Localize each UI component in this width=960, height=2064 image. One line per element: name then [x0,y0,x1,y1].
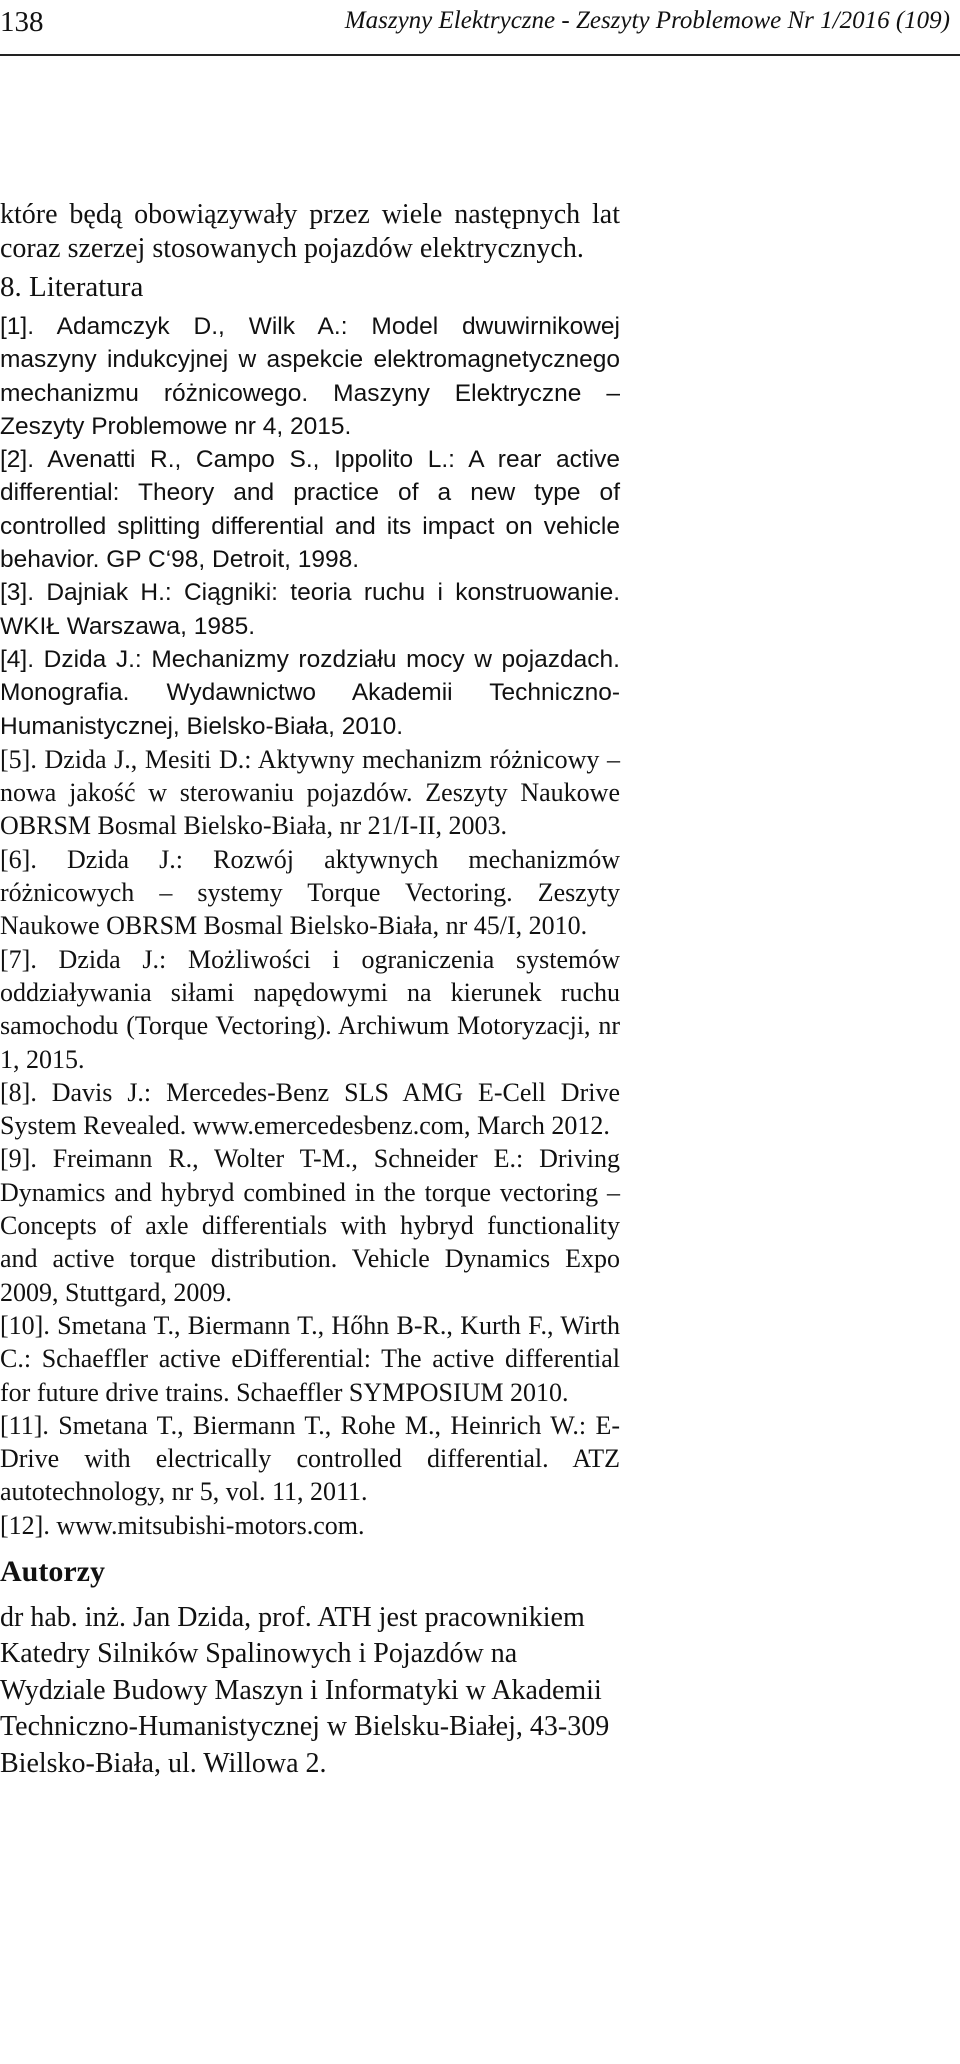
reference-item-4: [4]. Dzida J.: Mechanizmy rozdziału mocy w pojazdach. Monografia. Wydawnictwo Akademii Techniczno-Humanistycznej, Bielsko-Biała, 2010. [0,645,620,740]
reference-item-1: [1]. Adamczyk D., Wilk A.: Model dwuwirnikowej maszyny indukcyjnej w aspekcie elektromagnetycznego mechanizmu różnicowego. Maszyny Elektryczne – Zeszyty Problemowe nr 4, 2015. [0,313,620,440]
header-rule [0,54,960,56]
reference-item-8: [8]. Davis J.: Mercedes-Benz SLS AMG E-Cell Drive System Revealed. www.emercedesbenz.com, March 2012. [0,1077,620,1141]
reference-item-7: [7]. Dzida J.: Możliwości i ograniczenia systemów oddziaływania siłami napędowymi na kierunek ruchu samochodu (Torque Vectoring). Archiwum Motoryzacji, nr 1, 2015. [0,944,620,1074]
reference-item-6: [6]. Dzida J.: Rozwój aktywnych mechanizmów różnicowych – systemy Torque Vectoring. Zeszyty Naukowe OBRSM Bosmal Bielsko-Biała, nr 45/I, 2010. [0,844,620,941]
authors-paragraph: dr hab. inż. Jan Dzida, prof. ATH jest pracownikiem Katedry Silników Spalinowych i Pojazdów na Wydziale Budowy Maszyn i Informatyki w Akademii Techniczno-Humanistycznej w Bielsku-Białej, 43-309 Bielsko-Biała, ul. Willowa 2. [0,1601,610,1779]
reference-item-12: [12]. www.mitsubishi-motors.com. [0,1510,365,1540]
reference-item-11: [11]. Smetana T., Biermann T., Rohe M., Heinrich W.: E- Drive with electrically controlled differential. ATZ autotechnology, nr 5, vol. 11, 2011. [0,1410,620,1507]
page-number: 138 [0,6,44,38]
intro-paragraph: które będą obowiązywały przez wiele następnych lat coraz szerzej stosowanych pojazdów elektrycznych. [0,199,620,264]
text-column [0,198,620,1782]
references-list [0,310,620,1542]
journal-title: Maszyny Elektryczne - Zeszyty Problemowe Nr 1/2016 (109) [344,7,950,34]
reference-item-3: [3]. Dajniak H.: Ciągniki: teoria ruchu i konstruowanie. WKIŁ Warszawa, 1985. [0,579,620,640]
reference-item-9: [9]. Freimann R., Wolter T-M., Schneider E.: Driving Dynamics and hybryd combined in the torque vectoring – Concepts of axle differentials with hybryd functionality and active torque distribution. Vehicle Dynamics Expo 2009, Stuttgard, 2009. [0,1144,620,1307]
authors-heading: Autorzy [0,1554,105,1588]
reference-item-10: [10]. Smetana T., Biermann T., Hőhn B-R., Kurth F., Wirth C.: Schaeffler active eDifferential: The active differential for future drive trains. Schaeffler SYMPOSIUM 2010. [0,1310,620,1407]
reference-item-2: [2]. Avenatti R., Campo S., Ippolito L.: A rear active differential: Theory and practice of a new type of controlled splitting differential and its impact on vehicle behavior. GP C‘98, Detroit, 1998. [0,446,620,574]
page-header [0,0,960,60]
references-heading: 8. Literatura [0,271,144,303]
reference-item-5: [5]. Dzida J., Mesiti D.: Aktywny mechanizm różnicowy – nowa jakość w sterowaniu pojazdów. Zeszyty Naukowe OBRSM Bosmal Bielsko-Biała, nr 21/I-II, 2003. [0,744,620,841]
